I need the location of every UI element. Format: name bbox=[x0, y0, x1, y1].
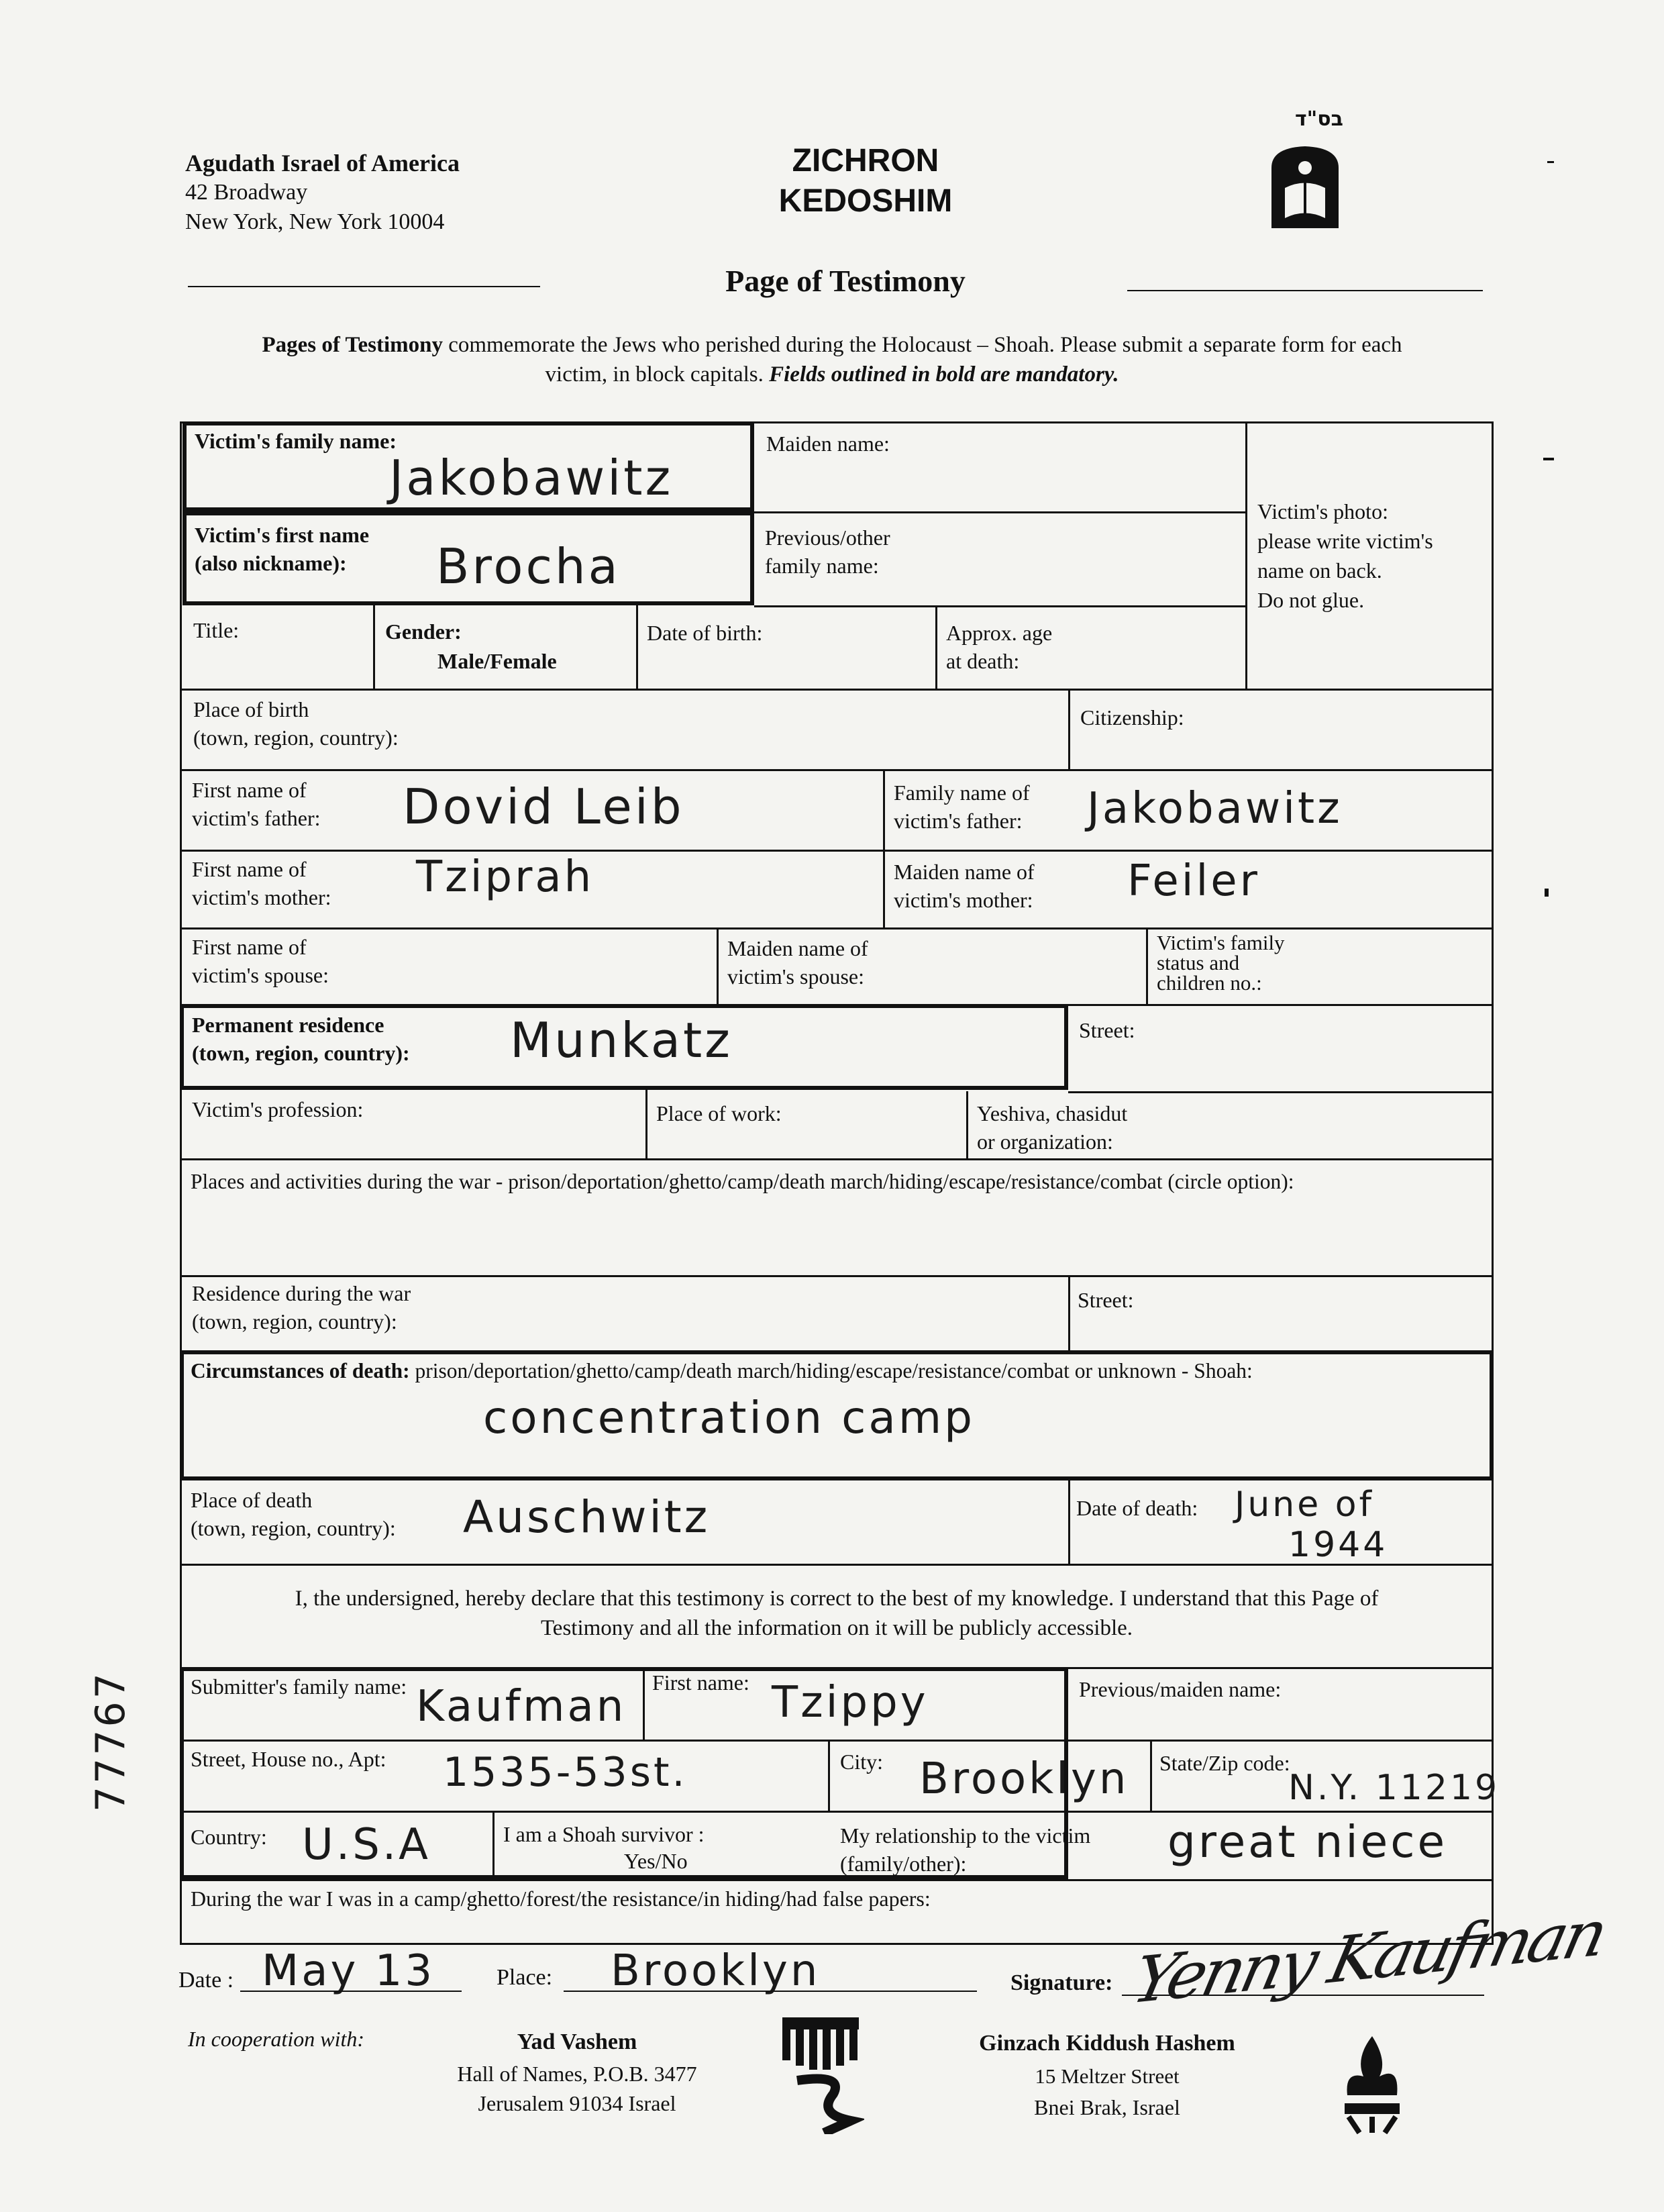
spouse-divider-2 bbox=[1146, 927, 1148, 1005]
submitter-first-label: First name: bbox=[652, 1670, 749, 1695]
submitter-street-value: 1535-53st. bbox=[443, 1749, 688, 1796]
relationship-value: great niece bbox=[1167, 1816, 1448, 1868]
during-war-label: During the war I was in a camp/ghetto/forest/the resistance/in hiding/had false papers: bbox=[191, 1887, 931, 1911]
survivor-options[interactable]: Yes/No bbox=[624, 1849, 688, 1873]
yad-vashem-line2: Jerusalem 91034 Israel bbox=[478, 2091, 676, 2115]
family-name-value: Jakobawitz bbox=[389, 450, 674, 506]
ginzach-line2: Bnei Brak, Israel bbox=[1034, 2095, 1180, 2119]
submitter-row-divider-2 bbox=[180, 1811, 1494, 1813]
pod-divider bbox=[1068, 1480, 1070, 1565]
mother-divider bbox=[883, 850, 885, 929]
pob-label: Place of birth (town, region, country): bbox=[193, 697, 399, 750]
title-kedoshim: KEDOSHIM bbox=[778, 183, 953, 219]
submitter-row-divider-1 bbox=[180, 1740, 1494, 1742]
header-rule-left bbox=[188, 286, 540, 287]
photo-label: Victim's photo: please write victim's name on back. Do not glue. bbox=[1257, 499, 1433, 612]
ginzach-line1: 15 Meltzer Street bbox=[1035, 2064, 1180, 2088]
mother-first-value: Tziprah bbox=[416, 852, 594, 902]
margin-number: 77767 bbox=[87, 1670, 134, 1812]
survivor-label: I am a Shoah survivor : bbox=[503, 1822, 705, 1846]
intro-mandatory: Fields outlined in bold are mandatory. bbox=[769, 362, 1119, 387]
row-divider-2 bbox=[754, 605, 1245, 607]
submitter-first-value: Tzippy bbox=[772, 1678, 929, 1727]
maiden-name-label: Maiden name: bbox=[766, 432, 890, 456]
pod-value: Auschwitz bbox=[463, 1491, 711, 1543]
dod-label: Date of death: bbox=[1076, 1496, 1198, 1520]
agudath-logo-icon bbox=[1265, 141, 1345, 235]
row-divider-6 bbox=[180, 927, 1494, 929]
submitter-divider-2 bbox=[828, 1740, 830, 1812]
submitter-city-label: City: bbox=[840, 1750, 884, 1774]
first-name-value: Brocha bbox=[436, 538, 621, 595]
cooperation-label: In cooperation with: bbox=[188, 2027, 365, 2051]
war-places-label: Places and activities during the war - prison/deportation/ghetto/camp/death march/hiding/escape/resistance/combat (circle option): bbox=[191, 1170, 1294, 1193]
date-label: Date : bbox=[178, 1968, 234, 1993]
mother-maiden-label: Maiden name of victim's mother: bbox=[894, 860, 1035, 912]
war-residence-label: Residence during the war (town, region, country): bbox=[192, 1281, 411, 1334]
family-status-label: Victim's family status and children no.: bbox=[1157, 931, 1285, 995]
place-label: Place: bbox=[497, 1965, 553, 1990]
spouse-maiden-label: Maiden name of victim's spouse: bbox=[727, 936, 868, 989]
title-divider bbox=[373, 605, 375, 690]
row-divider-3 bbox=[180, 689, 1494, 691]
residence-label: Permanent residence (town, region, country): bbox=[192, 1013, 410, 1065]
war-residence-divider bbox=[1068, 1275, 1070, 1350]
title-label: Title: bbox=[193, 618, 240, 642]
row-divider-1 bbox=[754, 511, 1245, 513]
scan-mark-1 bbox=[1543, 458, 1554, 460]
mother-maiden-value: Feiler bbox=[1127, 856, 1260, 906]
intro-text bbox=[161, 330, 1503, 389]
dod-value-1: June of bbox=[1235, 1485, 1374, 1525]
profession-label: Victim's profession: bbox=[192, 1097, 364, 1121]
dob-label: Date of birth: bbox=[647, 621, 763, 645]
intro-bold: Pages of Testimony bbox=[262, 333, 443, 357]
spouse-divider-1 bbox=[717, 927, 719, 1005]
submitter-prev-label: Previous/maiden name: bbox=[1079, 1677, 1282, 1701]
gender-options[interactable]: Male/Female bbox=[437, 649, 557, 673]
work-label: Place of work: bbox=[656, 1101, 782, 1125]
father-first-label: First name of victim's father: bbox=[192, 778, 321, 830]
street-label: Street: bbox=[1079, 1018, 1135, 1042]
citizenship-label: Citizenship: bbox=[1080, 705, 1184, 730]
circumstances-value: concentration camp bbox=[483, 1392, 975, 1444]
relationship-label: My relationship to the victim (family/other): bbox=[840, 1823, 1091, 1876]
ginzach-name: Ginzach Kiddush Hashem bbox=[979, 2031, 1235, 2056]
submitter-city-value: Brooklyn bbox=[919, 1754, 1129, 1804]
place-value: Brooklyn bbox=[611, 1946, 821, 1996]
yad-vashem-logo-icon bbox=[777, 2013, 864, 2134]
prev-family-label: Previous/other family name: bbox=[765, 525, 890, 578]
row-divider-7 bbox=[1068, 1091, 1494, 1093]
submitter-country-value: U.S.A bbox=[302, 1820, 431, 1870]
submitter-row-divider-3 bbox=[180, 1879, 1494, 1881]
father-family-label: Family name of victim's father: bbox=[894, 781, 1030, 833]
yad-vashem-line1: Hall of Names, P.O.B. 3477 bbox=[457, 2062, 697, 2086]
dod-value-2: 1944 bbox=[1288, 1525, 1388, 1565]
father-family-value: Jakobawitz bbox=[1087, 784, 1343, 834]
signature-label: Signature: bbox=[1010, 1970, 1113, 1995]
org-name: Agudath Israel of America bbox=[185, 150, 460, 177]
declaration: I, the undersigned, hereby declare that this testimony is correct to the best of my knowledge. I understand that this Page of Testimony and all the information on it will be publicly accessible. bbox=[295, 1587, 1379, 1640]
org-address-line2: New York, New York 10004 bbox=[185, 209, 445, 234]
scan-mark-2 bbox=[1545, 889, 1549, 897]
age-label: Approx. age at death: bbox=[946, 621, 1053, 673]
yeshiva-label: Yeshiva, chasidut or organization: bbox=[977, 1101, 1128, 1154]
residence-value: Munkatz bbox=[510, 1012, 733, 1068]
father-divider bbox=[883, 769, 885, 851]
scan-mark-3 bbox=[1547, 161, 1554, 163]
submitter-street-label: Street, House no., Apt: bbox=[191, 1747, 386, 1771]
father-first-value: Dovid Leib bbox=[403, 778, 684, 835]
row-divider-10 bbox=[180, 1564, 1494, 1566]
spouse-first-label: First name of victim's spouse: bbox=[192, 935, 329, 987]
yad-vashem-name: Yad Vashem bbox=[517, 2029, 637, 2054]
hebrew-mark: בס"ד bbox=[1295, 107, 1343, 131]
pod-label: Place of death (town, region, country): bbox=[191, 1488, 396, 1540]
row-divider-5 bbox=[180, 850, 1494, 852]
row-divider-9 bbox=[180, 1275, 1494, 1277]
org-address-line1: 42 Broadway bbox=[185, 180, 308, 205]
gender-label: Gender: bbox=[385, 619, 462, 644]
family-name-label: Victim's family name: bbox=[195, 429, 397, 453]
war-street-label: Street: bbox=[1078, 1288, 1134, 1312]
date-value: May 13 bbox=[262, 1946, 435, 1996]
header-rule-right bbox=[1127, 290, 1483, 291]
street-top bbox=[1068, 1004, 1494, 1006]
submitter-divider-1 bbox=[643, 1667, 645, 1740]
title-zichron: ZICHRON bbox=[792, 143, 939, 179]
gender-divider bbox=[636, 605, 638, 690]
dob-divider bbox=[935, 605, 937, 690]
circumstances-label: Circumstances of death: prison/deportation/ghetto/camp/death march/hiding/escape/resistance/combat or unknown - Shoah: bbox=[191, 1359, 1253, 1382]
submitter-divider-3 bbox=[1150, 1740, 1152, 1812]
work-divider bbox=[966, 1091, 968, 1160]
row-divider-8 bbox=[180, 1158, 1494, 1160]
submitter-country-label: Country: bbox=[191, 1825, 267, 1849]
mother-first-label: First name of victim's mother: bbox=[192, 857, 331, 909]
submitter-family-label: Submitter's family name: bbox=[191, 1674, 407, 1699]
intro-rest: commemorate the Jews who perished during the Holocaust – Shoah. Please submit a separate form for each bbox=[442, 333, 1402, 357]
photo-divider bbox=[1245, 421, 1247, 690]
place-line bbox=[564, 1991, 977, 1992]
intro-line2: victim, in block capitals. bbox=[545, 362, 770, 387]
ginzach-logo-icon bbox=[1335, 2033, 1409, 2134]
submitter-divider-4 bbox=[492, 1811, 495, 1879]
submitter-family-value: Kaufman bbox=[416, 1682, 627, 1731]
form-title: Page of Testimony bbox=[725, 264, 966, 298]
signature-value: Yenny Kaufman bbox=[1126, 1895, 1611, 2019]
submitter-state-label: State/Zip code: bbox=[1159, 1751, 1290, 1775]
pob-divider bbox=[1068, 689, 1070, 770]
first-name-label: Victim's first name (also nickname): bbox=[195, 523, 370, 575]
date-line bbox=[240, 1991, 462, 1992]
submitter-state-value: N.Y. 11219 bbox=[1288, 1768, 1500, 1808]
profession-divider bbox=[645, 1090, 647, 1160]
row-divider-4 bbox=[180, 769, 1494, 771]
